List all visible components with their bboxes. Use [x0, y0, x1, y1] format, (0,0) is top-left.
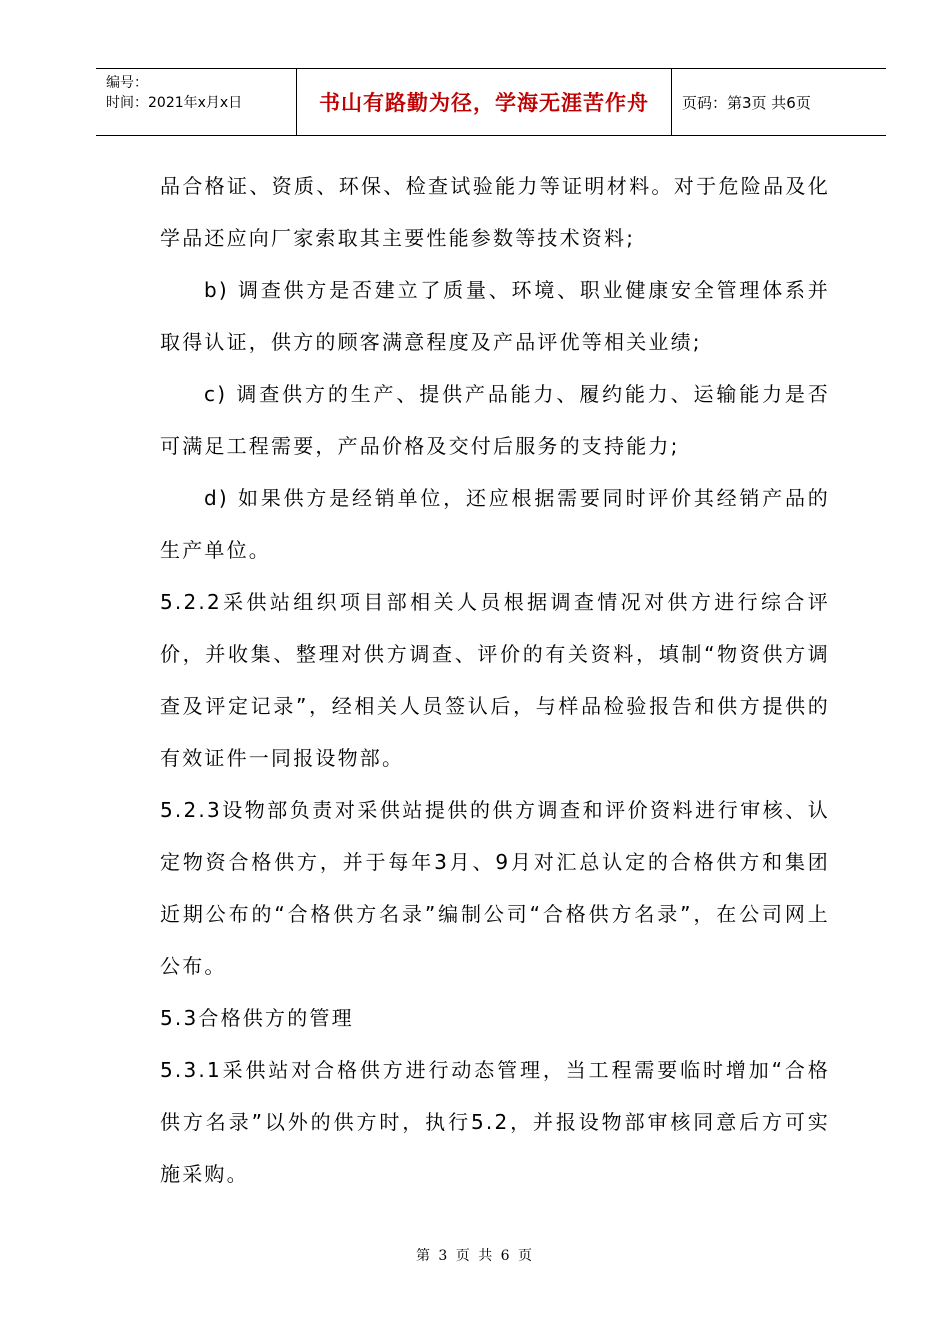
header-motto: 书山有路勤为径，学海无涯苦作舟: [319, 91, 649, 115]
paragraph: 5.2.3设物部负责对采供站提供的供方调查和评价资料进行审核、认定物资合格供方，并于每年3月、9月对汇总认定的合格供方和集团近期公布的“合格供方名录”编制公司“合格供方名录”，在公司网上公布。: [160, 798, 830, 978]
paragraph: 品合格证、资质、环保、检查试验能力等证明材料。对于危险品及化学品还应向厂家索取其主要性能参数等技术资料;: [160, 174, 830, 250]
date-line: 时间：2021年x月x日: [106, 95, 243, 111]
section-heading: 5.3合格供方的管理: [160, 1006, 354, 1030]
serial-label: 编号：: [106, 75, 148, 91]
paragraph: c) 调查供方的生产、提供产品能力、履约能力、运输能力是否可满足工程需要，产品价格及交付后服务的支持能力;: [160, 382, 830, 458]
document-body: [160, 160, 830, 1200]
page-footer: 第 3 页 共 6 页: [415, 1248, 535, 1264]
paragraph: 5.2.2采供站组织项目部相关人员根据调查情况对供方进行综合评价，并收集、整理对供方调查、评价的有关资料，填制“物资供方调查及评定记录”，经相关人员签认后，与样品检验报告和供方提供的有效证件一同报设物部。: [160, 590, 830, 770]
header-divider: [671, 69, 672, 135]
header-meta: [106, 73, 242, 113]
paragraph: b) 调查供方是否建立了质量、环境、职业健康安全管理体系并取得认证，供方的顾客满意程度及产品评优等相关业绩;: [160, 278, 830, 354]
paragraph: 5.3.1采供站对合格供方进行动态管理，当工程需要临时增加“合格供方名录”以外的供方时，执行5.2，并报设物部审核同意后方可实施采购。: [160, 1058, 830, 1186]
page-header: [96, 68, 886, 136]
paragraph: d) 如果供方是经销单位，还应根据需要同时评价其经销产品的生产单位。: [160, 486, 830, 562]
header-page-info: 页码：第3页 共6页: [682, 93, 811, 112]
